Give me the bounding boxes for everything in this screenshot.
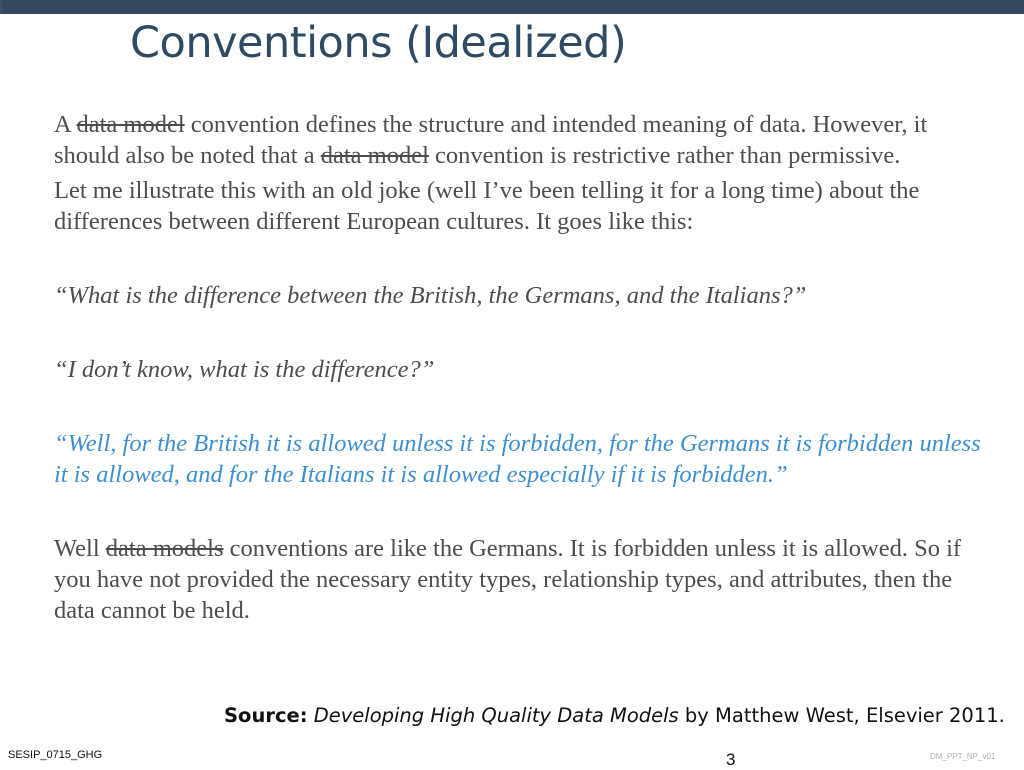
slide-body xyxy=(54,109,994,626)
paragraph-2: Let me illustrate this with an old joke (well I’ve been telling it for a long time) about the differences between different European cultures. It goes like this: xyxy=(54,177,920,235)
p1-text-a: A xyxy=(54,111,77,138)
quote-question: “What is the difference between the British, the Germans, and the Italians?” xyxy=(54,282,807,309)
paragraph-1 xyxy=(54,109,994,171)
paragraph-conclusion xyxy=(54,533,994,626)
quote-reply: “I don’t know, what is the difference?” xyxy=(54,356,435,383)
footer-doc-id: SESIP_0715_GHG xyxy=(8,749,103,761)
quote-punchline: “Well, for the British it is allowed unless it is forbidden, for the Germans it is forbidden unless it is allowed, and for the Italians it is allowed especially if it is forbidden.” xyxy=(54,430,981,488)
p1-strikethrough-2: data model xyxy=(320,142,429,169)
p1-strikethrough-1: data model xyxy=(76,111,185,138)
footer-version: DM_PPT_NP_v01 xyxy=(930,752,996,761)
p4-text-b: conventions are like the Germans. It is forbidden unless it is allowed. So if you have not provided the necessary entity types, relationship types, and attributes, then the data cannot be held. xyxy=(54,535,962,624)
source-rest: by Matthew West, Elsevier 2011. xyxy=(678,704,1005,727)
page-number: 3 xyxy=(726,750,736,769)
p4-strikethrough: data models xyxy=(105,535,224,562)
p1-text-c: convention is restrictive rather than permissive. xyxy=(428,142,901,169)
top-banner xyxy=(0,0,1024,14)
slide-title: Conventions (Idealized) xyxy=(130,18,627,68)
source-label: Source: xyxy=(224,704,308,727)
source-citation xyxy=(224,704,1005,727)
p1-text-b: convention defines the structure and intended meaning of data. However, it should also be noted that a xyxy=(54,111,928,169)
p4-text-a: Well xyxy=(54,535,106,562)
source-book-title: Developing High Quality Data Models xyxy=(313,704,679,727)
